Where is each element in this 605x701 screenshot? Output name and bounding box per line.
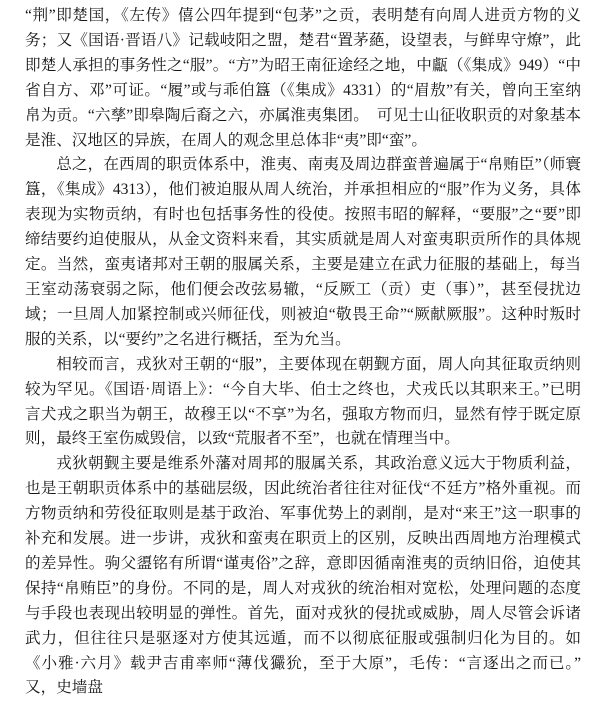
paragraph: 戎狄朝觐主要是维系外藩对周邦的服属关系，其政治意义远大于物质利益，也是王朝职贡体系中的基础层级，因此统治者往往对征伐“不廷方”格外重视。而方物贡纳和劳役征取则是基于政治、军事优势上的剥削，是对“来王”这一职事的补充和发展。进一步讲，戎狄和蛮夷在职贡上的区别，反映出西周地方治理模式的差异性。驹父盨铭有所谓“谨夷俗”之辞，意即因循南淮夷的贡纳旧俗，迫使其保持“帛贿臣”的身份。不同的是，周人对戎狄的统治相对宽松，处理问题的态度与手段也表现出较明显的弹性。首先，面对戎狄的侵扰或威胁，周人尽管会诉诸武力，但往往只是驱逐对方使其远遁，而不以彻底征服或强制归化为目的。如《小雅·六月》载尹吉甫率师“薄伐玁狁，至于大原”，毛传：“言逐出之而已。” 又，史墙盘 xyxy=(25,455,597,697)
paragraph-continuation: “荆”即楚国，《左传》僖公四年提到“包茅”之贡，表明楚有向周人进贡方物的义务；又《国语·晋语八》记载岐阳之盟，楚君“置茅蕝，设望表，与鲜卑守燎”，此即楚人承担的事务性之“服”。“方”为昭王南征途经之地，中甗（《集成》949）“中省自方、邓”可证。“履”或与乖伯簋（《集成》4331）的“眉敖”有关，曾向王室纳帛为贡。“六孳”即皋陶后裔之六，亦属淮夷集团。 可见士山征收职贡的对象基本是淮、汉地区的异族，在周人的观念里总体非“夷”即“蛮”。 xyxy=(25,7,581,149)
paragraph: 相较而言，戎狄对王朝的“服”，主要体现在朝觐方面，周人向其征取贡纳则较为罕见。《国语·周语上》：“今自大毕、伯士之终也，犬戎氏以其职来王。”已明言犬戎之职当为朝王，故穆王以“不享”为名，强取方物而归，显然有悖于既定原则，最终王室伤威毁信，以致“荒服者不至”，也就在情理当中。 xyxy=(25,355,581,448)
paragraph: 总之，在西周的职贡体系中，淮夷、南夷及周边群蛮普遍属于“帛贿臣”（师寰簋，《集成》4313），他们被迫服从周人统治，并承担相应的“服”作为义务，具体表现为实物贡纳，有时也包括事务性的役使。按照韦昭的解释，“要服”之“要”即缔结要约迫使服从，从金文资料来看，其实质就是周人对蛮夷职贡所作的具体规定。当然，蛮夷诸邦对王朝的服属关系，主要是建立在武力征服的基础上，每当王室动荡衰弱之际，他们便会改弦易辙，“反厥工（贡）吏（事）”，甚至侵扰边域；一旦周人加紧控制或兴师征伐，则被迫“敬畏王命”“厥献厥服”。这种时叛时服的关系，以“要约”之名进行概括，至为允当。 xyxy=(25,156,581,348)
